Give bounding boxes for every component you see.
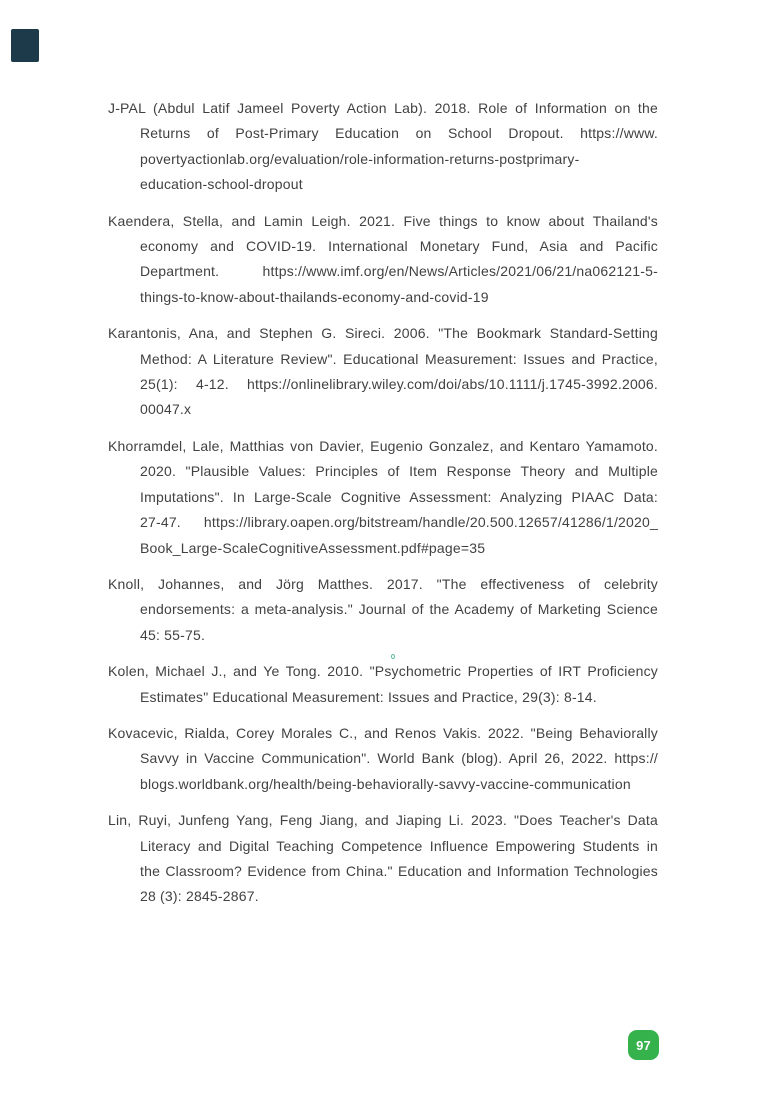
reference-entry bbox=[108, 659, 658, 710]
reference-entry bbox=[108, 434, 658, 561]
reference-line: Savvy in Vaccine Communication". World Bank (blog). April 26, 2022. https:// bbox=[140, 750, 658, 767]
reference-line: 45: 55-75. bbox=[140, 626, 206, 643]
reference-line: Estimates" Educational Measurement: Issues and Practice, 29(3): 8-14. bbox=[140, 688, 597, 705]
reference-line: J-PAL (Abdul Latif Jameel Poverty Action Lab). 2018. Role of Information on the bbox=[108, 100, 658, 116]
page-number-badge: 97 bbox=[628, 1030, 659, 1060]
reference-line: 25(1): 4-12. https://onlinelibrary.wiley.com/doi/abs/10.1111/j.1745-3992.2006. bbox=[140, 376, 658, 393]
reference-entry bbox=[108, 808, 658, 910]
reference-line: Khorramdel, Lale, Matthias von Davier, Eugenio Gonzalez, and Kentaro Yamamoto. bbox=[108, 437, 658, 454]
reference-line: blogs.worldbank.org/health/being-behaviorally-savvy-vaccine-communication bbox=[140, 775, 631, 792]
reference-line: Method: A Literature Review". Educational Measurement: Issues and Practice, bbox=[140, 350, 658, 367]
reference-line: Literacy and Digital Teaching Competence Influence Empowering Students in bbox=[140, 837, 658, 854]
reference-line: Returns of Post-Primary Education on School Dropout. https://www. bbox=[140, 125, 658, 142]
reference-line: things-to-know-about-thailands-economy-and-covid-19 bbox=[140, 288, 489, 305]
reference-line: Kovacevic, Rialda, Corey Morales C., and Renos Vakis. 2022. "Being Behaviorally bbox=[108, 724, 658, 741]
reference-line: economy and COVID-19. International Monetary Fund, Asia and Pacific bbox=[140, 238, 658, 255]
reference-line: povertyactionlab.org/evaluation/role-information-returns-postprimary- bbox=[140, 150, 580, 167]
reference-line: Department. https://www.imf.org/en/News/Articles/2021/06/21/na062121-5- bbox=[140, 263, 658, 280]
reference-line: 28 (3): 2845-2867. bbox=[140, 888, 259, 905]
reference-line: Lin, Ruyi, Junfeng Yang, Feng Jiang, and Jiaping Li. 2023. "Does Teacher's Data bbox=[108, 812, 658, 829]
reference-line: Karantonis, Ana, and Stephen G. Sireci. 2006. "The Bookmark Standard-Setting bbox=[108, 325, 658, 342]
reference-line: Kolen, Michael J., and Ye Tong. 2010. "Psychometric Properties of IRT Proficiency bbox=[108, 663, 658, 680]
stray-mark bbox=[391, 654, 395, 659]
reference-entry bbox=[108, 572, 658, 648]
reference-line: 00047.x bbox=[140, 401, 192, 418]
reference-line: Book_Large-ScaleCognitiveAssessment.pdf#page=35 bbox=[140, 539, 486, 556]
reference-entry bbox=[108, 209, 658, 311]
reference-line: Knoll, Johannes, and Jörg Matthes. 2017. "The effectiveness of celebrity bbox=[108, 575, 658, 592]
reference-line: 2020. "Plausible Values: Principles of Item Response Theory and Multiple bbox=[140, 463, 658, 480]
reference-entry bbox=[108, 721, 658, 797]
reference-entry bbox=[108, 96, 658, 198]
reference-entry bbox=[108, 321, 658, 423]
corner-accent-block bbox=[11, 29, 39, 62]
references-list bbox=[108, 96, 658, 921]
reference-line: Kaendera, Stella, and Lamin Leigh. 2021. Five things to know about Thailand's bbox=[108, 212, 658, 229]
reference-line: 27-47. https://library.oapen.org/bitstream/handle/20.500.12657/41286/1/2020_ bbox=[140, 514, 658, 531]
reference-line: Imputations". In Large-Scale Cognitive Assessment: Analyzing PIAAC Data: bbox=[140, 488, 658, 505]
reference-line: the Classroom? Evidence from China." Education and Information Technologies bbox=[140, 862, 658, 879]
reference-line: endorsements: a meta-analysis." Journal of the Academy of Marketing Science bbox=[140, 601, 658, 618]
reference-line: education-school-dropout bbox=[140, 176, 303, 193]
